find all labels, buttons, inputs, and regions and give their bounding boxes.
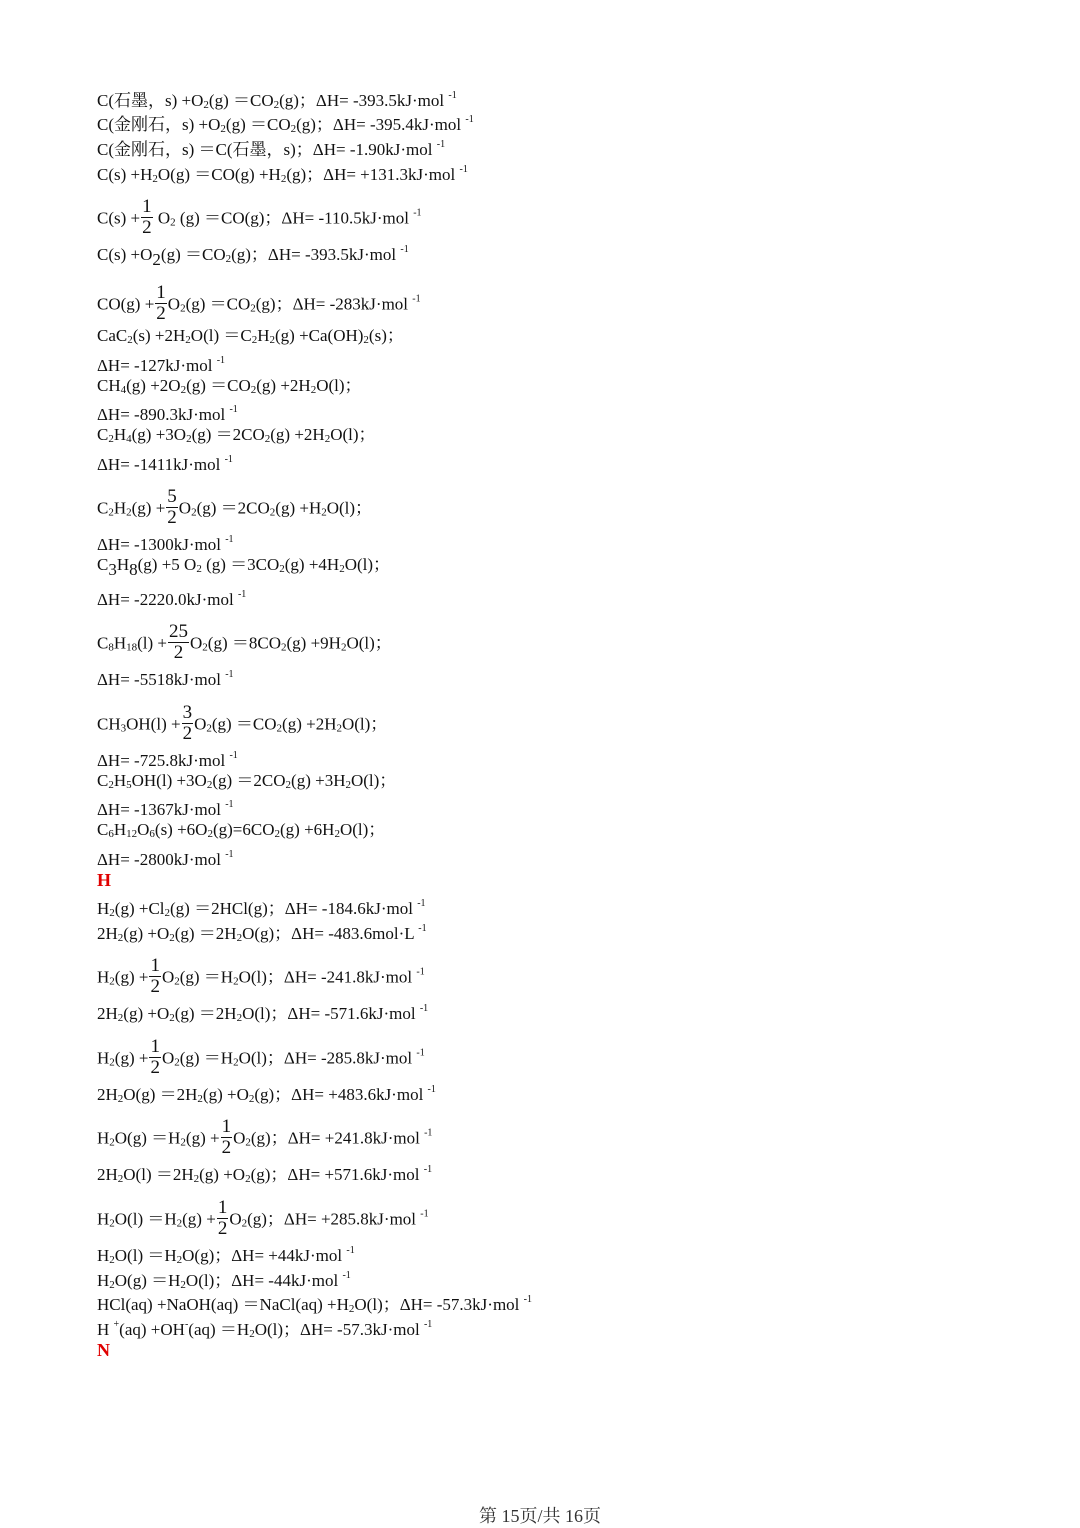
equation-line: $C_2H_2(g)$ + $\frac{5}{2}$ $O_2(g) =2CO_2(g) +H_2O(l)$； bbox=[97, 486, 373, 528]
equation-line: ΔH= -890.3kJ·mol $^{-1}$ bbox=[97, 404, 238, 424]
equation-line: $C_8H_{18}(l)$ + $\frac{25}{2}$ $O_2(g) =8CO_2(g) +9H_2O(l)$； bbox=[97, 621, 392, 663]
equation-line: $C_2H_4(g) +3O_2(g) =2CO_2(g) +2H_2O(l)$； bbox=[97, 425, 376, 445]
equation-line: $H_2O(g) =H_2O(l)$；ΔH= -44kJ·mol $^{-1}$ bbox=[97, 1270, 351, 1291]
equation-line: $2H_2(g) +O_2(g) =2H_2O(l)$；ΔH= -571.6kJ·mol $^{-1}$ bbox=[97, 1003, 429, 1024]
section-heading: N bbox=[97, 1340, 110, 1360]
equation-line: $H_2O(g) =H_2(g)$ + $\frac{1}{2}$ $O_2(g)$；ΔH= +241.8kJ·mol $^{-1}$ bbox=[97, 1116, 433, 1158]
equation-line: $H_2O(l) =H_2(g)$ + $\frac{1}{2}$ $O_2(g)$；ΔH= +285.8kJ·mol $^{-1}$ bbox=[97, 1197, 429, 1239]
equation-line: HCl(aq) +NaOH(aq) ＝NaCl(aq) $+H_2O(l)$；ΔH= -57.3kJ·mol $^{-1}$ bbox=[97, 1294, 533, 1315]
equation-line: ΔH= -2800kJ·mol $^{-1}$ bbox=[97, 849, 234, 869]
equation-line: $C(s) +O_2(g) =CO_2(g)$；ΔH= -393.5kJ·mol $^{-1}$ bbox=[97, 244, 409, 269]
equation-line: C(石墨，$s) +O_2(g) =CO_2(g)$；ΔH= -393.5kJ·mol $^{-1}$ bbox=[97, 90, 457, 111]
equation-line: $H_2(g)$ + $\frac{1}{2}$ $O_2(g) =H_2O(l)$；ΔH= -241.8kJ·mol $^{-1}$ bbox=[97, 955, 425, 997]
equation-line: $CH_3OH(l)$ + $\frac{3}{2}$ $O_2(g) =CO_2(g) +2H_2O(l)$； bbox=[97, 702, 388, 744]
equation-line: $CH_4(g) +2O_2(g) =CO_2(g) +2H_2O(l)$； bbox=[97, 376, 362, 396]
equation-line: $H_2(g)$ + $\frac{1}{2}$ $O_2(g) =H_2O(l)$；ΔH= -285.8kJ·mol $^{-1}$ bbox=[97, 1036, 425, 1078]
equation-line: ΔH= -5518kJ·mol $^{-1}$ bbox=[97, 669, 234, 689]
equation-line: C(金刚石，$s) +O_2(g) =CO_2(g)$；ΔH= -395.4kJ·mol $^{-1}$ bbox=[97, 114, 474, 135]
equation-line: $C(s) +H_2O(g) =CO(g) +H_2(g)$；ΔH= +131.3kJ·mol $^{-1}$ bbox=[97, 164, 468, 185]
page-footer: 第 15页/共 16页 bbox=[478, 1506, 601, 1526]
equation-line: $2H_2O(g) =2H_2(g) +O_2(g)$；ΔH= +483.6kJ·mol $^{-1}$ bbox=[97, 1084, 436, 1105]
equation-line: CO(g) + $\frac{1}{2}$ $O_2(g) =CO_2(g)$；ΔH= -283kJ·mol $^{-1}$ bbox=[97, 282, 421, 324]
equation-line: $C_6H_{12}O_6(s) +6O_2(g)=6CO_2(g) +6H_2O(l)$； bbox=[97, 820, 386, 840]
equation-line: C(金刚石，s) ＝C(石墨，s)；ΔH= -1.90kJ·mol $^{-1}$ bbox=[97, 139, 446, 159]
section-heading: H bbox=[97, 870, 112, 890]
equation-line: ΔH= -1367kJ·mol $^{-1}$ bbox=[97, 799, 234, 819]
equation-line: ΔH= -2220.0kJ·mol $^{-1}$ bbox=[97, 589, 247, 609]
equation-line: $2H_2O(l) =2H_2(g) +O_2(g)$；ΔH= +571.6kJ·mol $^{-1}$ bbox=[97, 1164, 433, 1185]
equation-line: $CaC_2(s) +2H_2O(l) =C_2H_2(g) +Ca(OH)_2(s)$； bbox=[97, 326, 404, 346]
equation-line: C(s) + $\frac{1}{2}$ $O_2$ (g) ＝CO(g)；ΔH= -110.5kJ·mol $^{-1}$ bbox=[97, 196, 422, 238]
equation-line: ΔH= -1300kJ·mol $^{-1}$ bbox=[97, 534, 234, 554]
equation-line: ΔH= -127kJ·mol $^{-1}$ bbox=[97, 355, 226, 375]
equation-line: H $^+(aq) +OH^-(aq) =H_2O(l)$；ΔH= -57.3kJ·mol $^{-1}$ bbox=[97, 1319, 433, 1340]
equation-line: $C_2H_5OH(l) +3O_2(g) =2CO_2(g) +3H_2O(l)$； bbox=[97, 771, 397, 791]
equation-line: $C_3H_8(g) +5$ $O_2$ $(g) =3CO_2(g) +4H_2O(l)$； bbox=[97, 555, 391, 579]
equation-line: ΔH= -1411kJ·mol $^{-1}$ bbox=[97, 454, 233, 474]
equation-line: $H_2(g) +Cl_2(g) =2HCl(g)$；ΔH= -184.6kJ·mol $^{-1}$ bbox=[97, 898, 426, 919]
equation-line: $2H_2(g) +O_2(g) =2H_2O(g)$；ΔH= -483.6mol·L $^{-1}$ bbox=[97, 923, 427, 944]
equation-line: ΔH= -725.8kJ·mol $^{-1}$ bbox=[97, 750, 238, 770]
equation-line: $H_2O(l) =H_2O(g)$；ΔH= +44kJ·mol $^{-1}$ bbox=[97, 1245, 355, 1266]
